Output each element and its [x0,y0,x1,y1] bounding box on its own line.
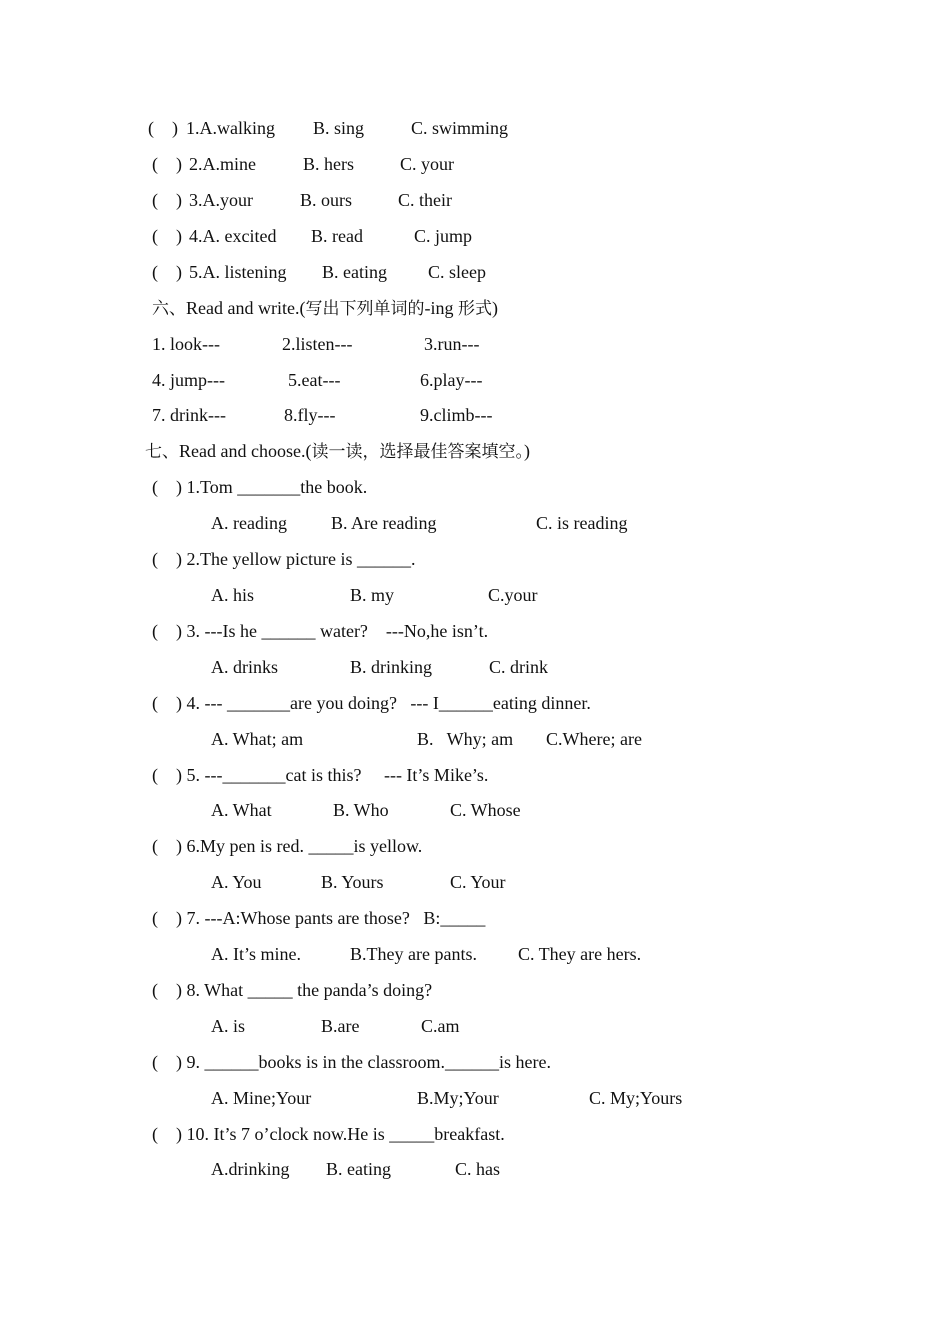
s5-option-b: B. sing [313,118,365,138]
s5-option-a: 2.A.mine [189,154,256,174]
option-a: A.drinking [211,1159,290,1179]
s5-option-b: B. hers [303,154,354,174]
s5-paren-close: ) [176,190,182,210]
option-b: B. Who [333,800,389,820]
option-a: A. You [211,872,262,892]
s5-option-b: B. read [311,226,363,246]
heading-en: Read and choose.( [179,441,312,461]
option-c: C.am [421,1016,460,1036]
word-item: 6.play--- [420,370,483,390]
heading-cn: 写出下列单词的 [305,299,425,319]
option-a: A. is [211,1016,246,1036]
s5-option-c: C. your [400,154,454,174]
heading-en: Read and write.( [186,298,306,318]
option-a: A. Mine;Your [211,1088,312,1108]
option-b: B.They are pants. [350,944,477,964]
option-b: B. Yours [321,872,384,892]
heading-cn: 读一读，选择最佳答案填空。 [311,442,524,462]
s5-paren-open: ( [148,118,154,138]
option-a: A. his [211,585,255,605]
option-c: C.your [488,585,538,605]
question-stem: ( ) 10. It’s 7 o’clock now.He is _____breakfast. [152,1124,505,1144]
option-b: B.My;Your [417,1088,499,1108]
section7-heading [145,440,530,463]
s5-option-a: 4.A. excited [189,226,277,246]
option-b: B. Are reading [331,513,437,533]
word-item: 3.run--- [424,334,480,354]
heading-cn-2: 形式 [457,299,492,319]
heading-close: ) [491,298,498,318]
word-item: 1. look--- [152,334,220,354]
question-stem: ( ) 3. ---Is he ______ water? ---No,he isn’t. [152,621,489,641]
option-c: C. Whose [450,800,521,820]
s5-paren-close: ) [172,118,178,138]
option-a: A. drinks [211,657,278,677]
s5-option-b: B. ours [300,190,353,210]
option-b: B. eating [326,1159,391,1179]
s5-option-c: C. their [398,190,452,210]
s5-option-c: C. swimming [411,118,509,138]
option-a: A. What [211,800,272,820]
s5-paren-open: ( [152,262,158,282]
s5-option-a: 1.A.walking [186,118,275,138]
question-stem: ( ) 8. What _____ the panda’s doing? [152,980,433,1000]
question-stem: ( ) 1.Tom _______the book. [152,477,368,497]
option-a: A. reading [211,513,287,533]
heading-close: ) [523,441,530,461]
question-stem: ( ) 4. --- _______are you doing? --- I______eating dinner. [152,693,591,713]
s5-option-a: 3.A.your [189,190,253,210]
s5-option-b: B. eating [322,262,387,282]
option-c: C. They are hers. [518,944,642,964]
s5-paren-close: ) [176,154,182,174]
heading-number: 六、 [152,299,186,319]
question-stem: ( ) 2.The yellow picture is ______. [152,549,416,569]
s5-paren-open: ( [152,190,158,210]
s5-paren-close: ) [176,226,182,246]
s5-option-a: 5.A. listening [189,262,287,282]
s5-paren-open: ( [152,154,158,174]
option-c: C.Where; are [546,729,642,749]
option-c: C. drink [489,657,549,677]
word-item: 4. jump--- [152,370,225,390]
option-c: C. Your [450,872,506,892]
word-item: 7. drink--- [152,405,226,425]
word-item: 8.fly--- [284,405,336,425]
word-item: 5.eat--- [288,370,341,390]
s5-paren-open: ( [152,226,158,246]
option-b: B. drinking [350,657,433,677]
s5-option-c: C. sleep [428,262,486,282]
s5-paren-close: ) [176,262,182,282]
question-stem: ( ) 5. ---_______cat is this? --- It’s Mike’s. [152,765,489,785]
question-stem: ( ) 7. ---A:Whose pants are those? B:_____ [152,908,486,928]
heading-number: 七、 [145,442,179,462]
s5-option-c: C. jump [414,226,473,246]
option-c: C. is reading [536,513,628,533]
option-b: B. Why; am [417,729,514,749]
option-b: B.are [321,1016,360,1036]
option-a: A. What; am [211,729,304,749]
word-item: 9.climb--- [420,405,493,425]
heading-en-2: -ing [424,298,458,318]
option-c: C. My;Yours [589,1088,683,1108]
option-b: B. my [350,585,395,605]
word-item: 2.listen--- [282,334,353,354]
question-stem: ( ) 9. ______books is in the classroom.______is here. [152,1052,551,1072]
question-stem: ( ) 6.My pen is red. _____is yellow. [152,836,423,856]
section6-heading [152,297,498,320]
option-a: A. It’s mine. [211,944,301,964]
option-c: C. has [455,1159,500,1179]
